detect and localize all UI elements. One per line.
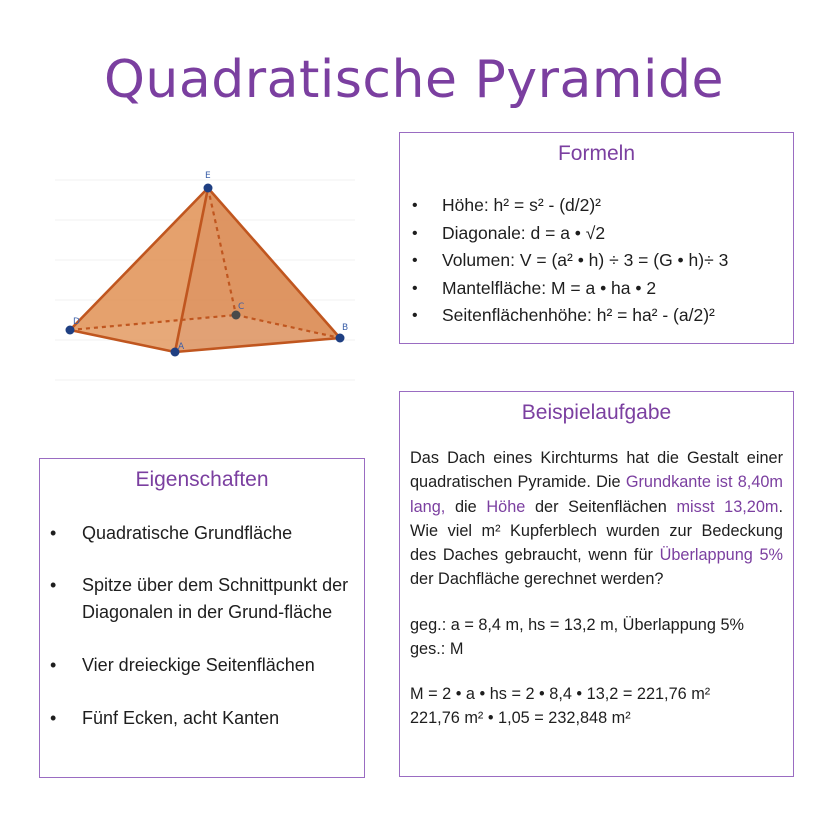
formeln-box — [399, 132, 794, 344]
eigenschaften-heading: Eigenschaften — [135, 468, 269, 491]
beispielaufgabe-heading: Beispielaufgabe — [521, 401, 672, 424]
page-title: Quadratische Pyramide — [104, 50, 724, 110]
formula-item: • Mantelfläche: M = a • ha • 2 — [412, 275, 793, 303]
formula-item: • Höhe: h² = s² - (d/2)² — [412, 192, 793, 220]
calculation-line: M = 2 • a • hs = 2 • 8,4 • 13,2 = 221,76 m² — [410, 684, 711, 703]
result-line: 221,76 m² • 1,05 = 232,848 m² — [410, 708, 631, 727]
property-item: • Vier dreieckige Seitenflächen — [50, 652, 364, 679]
beispielaufgabe-box — [399, 391, 794, 777]
property-item: • Spitze über dem Schnittpunkt der Diagonalen in der Grund-fläche — [50, 572, 364, 626]
label-c: C — [238, 302, 245, 312]
eigenschaften-box — [39, 458, 365, 778]
task-text-part: Das Dach eines Kirchturms hat die Gestalt einer quadratischen Pyramide. Die — [410, 449, 783, 492]
property-item: • Quadratische Grundfläche — [50, 520, 364, 547]
formula-item: • Seitenflächenhöhe: h² = ha² - (a/2)² — [412, 302, 793, 330]
task-text-part: der Dachfläche gerechnet werden? — [410, 570, 664, 589]
task-highlight-ueberlappung: Überlappung 5% — [659, 546, 783, 565]
label-d: D — [73, 317, 80, 327]
label-b: B — [342, 323, 349, 333]
given-line: geg.: a = 8,4 m, hs = 13,2 m, Überlappung 5% — [410, 615, 744, 634]
eigenschaften-list — [40, 520, 364, 732]
pyramid-figure — [55, 150, 365, 410]
point-b — [336, 334, 345, 343]
formula-item: • Diagonale: d = a • √2 — [412, 220, 793, 248]
task-text-part: die — [445, 497, 487, 516]
formula-item: • Volumen: V = (a² • h) ÷ 3 = (G • h)÷ 3 — [412, 247, 793, 275]
given-section — [410, 613, 783, 661]
label-a: A — [178, 342, 185, 352]
point-e — [204, 184, 213, 193]
formeln-heading: Formeln — [557, 142, 636, 165]
task-highlight-grundkante: Grundkante ist 8,40m lang, — [410, 473, 783, 516]
task-highlight-hoehe: Höhe — [486, 497, 526, 516]
task-text-part: der Seitenflächen — [525, 497, 677, 516]
sought-line: ges.: M — [410, 639, 464, 658]
task-text-part: . Wie viel m² Kupferblech wurden zur Bedeckung des Daches gebraucht, wenn für — [410, 497, 783, 565]
label-e: E — [205, 171, 211, 181]
task-text — [410, 446, 783, 592]
formeln-list — [400, 192, 793, 330]
pyramid-diagram — [55, 150, 365, 410]
task-highlight-misst: misst 13,20m — [676, 497, 779, 516]
calculation-section — [410, 682, 783, 730]
property-item: • Fünf Ecken, acht Kanten — [50, 705, 364, 732]
